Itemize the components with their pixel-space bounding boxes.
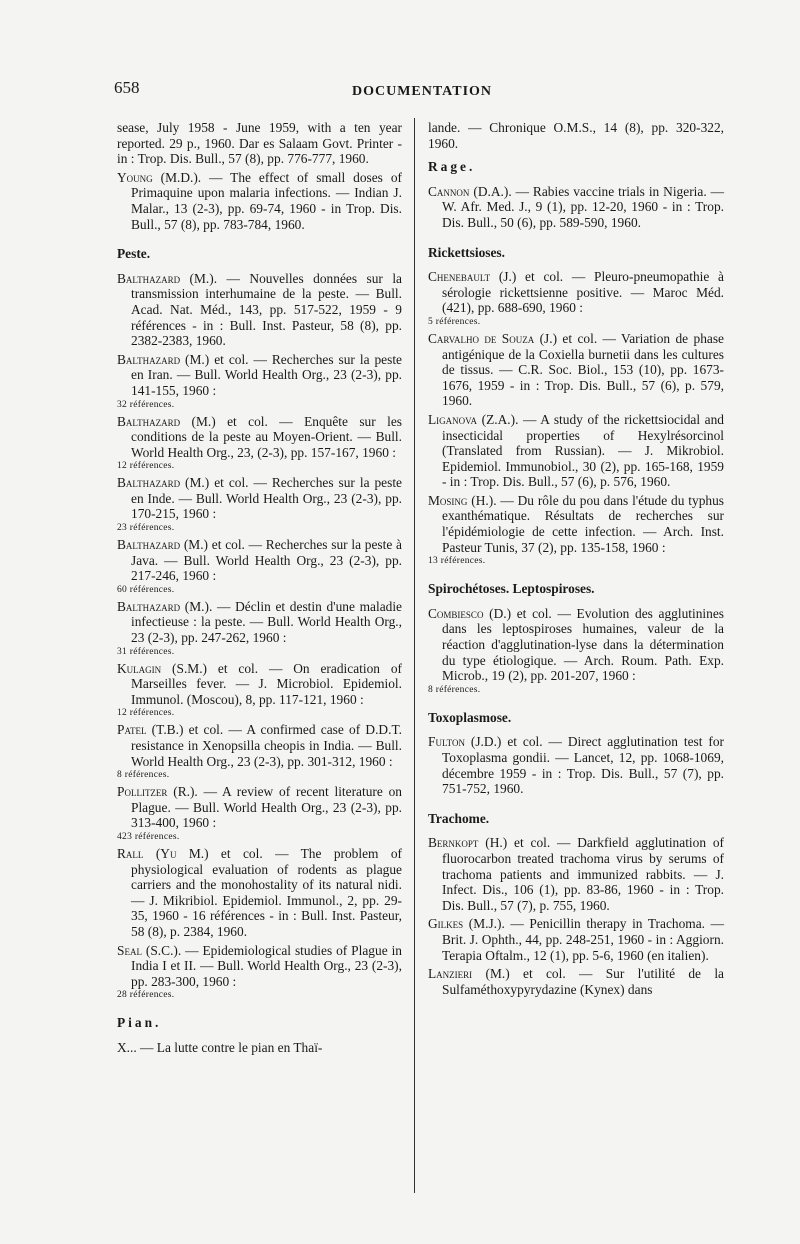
reference-count: 31 références. xyxy=(117,646,175,657)
entry-citation: et col. — Direct agglutination test for Toxoplasma gondii. — Lancet, 12, pp. 1068-1069, décembre 1959 - in : Trop. Dis. Bull., 57 (7), pp. 751-752, 1960. xyxy=(442,734,724,797)
reference-count: 60 références. xyxy=(117,584,175,595)
entry-author: Carvalho de Souza (J.) xyxy=(428,330,558,346)
bibliography-entry xyxy=(117,661,402,720)
section-heading-rickettsioses: Rickettsioses. xyxy=(428,244,505,260)
bibliography-entry xyxy=(428,412,724,490)
bibliography-entry xyxy=(428,184,724,231)
bibliography-entry xyxy=(428,835,724,913)
entry-author: Bernkopt (H.) xyxy=(428,835,508,851)
entry-citation: et col. — On eradication of Marseilles fever. — J. Microbiol. Epidemiol. Immunol. (Moscou), 8, pp. 117-121, 1960 : xyxy=(131,660,402,707)
reference-count: 12 références. xyxy=(117,461,175,472)
bibliography-entry xyxy=(117,599,402,658)
bibliography-entry xyxy=(428,916,724,963)
entry-citation: et col. — A confirmed case of D.D.T. resistance in Xenopsilla cheopis in India. — Bull. World Health Org., 23 (2-3), pp. 301-312, 1960 : xyxy=(131,722,402,769)
entry-citation: — Du rôle du pou dans l'étude du typhus exanthématique. Résultats de recherches sur l'épidémiologie de cette infection. — Arch. Inst. Pasteur Tunis, 37 (2), pp. 135-158, 1960 : xyxy=(442,492,724,555)
reference-count: 8 références. xyxy=(117,770,170,781)
reference-count: 13 références. xyxy=(428,556,486,567)
running-title: DOCUMENTATION xyxy=(352,84,493,99)
entry-author: Combiesco (D.) xyxy=(428,605,512,621)
bibliography-entry xyxy=(428,734,724,796)
bibliography-entry xyxy=(117,722,402,781)
entry-author: Patel (T.B.) xyxy=(117,722,184,738)
bibliography-entry xyxy=(117,271,402,349)
bibliography-entry xyxy=(117,943,402,1002)
entry-citation: et col. — Sur l'utilité de la Sulfaméthoxypyrydazine (Kynex) dans xyxy=(442,966,724,997)
entry-citation: et col. — Recherches sur la peste à Java. — Bull. World Health Org., 23 (2-3), pp. 217-246, 1960 : xyxy=(131,537,402,584)
entry-citation: et col. — Evolution des agglutinines dans les leptospiroses humaines, valeur de la réaction d'agglutination-lyse dans la détermination du type étiologique. — Arch. Roum. Path. Exp. Microb., 19 (2), pp. 201-207, 1960 : xyxy=(442,605,724,684)
bibliography-entry xyxy=(117,537,402,596)
entry-citation: — Rabies vaccine trials in Nigeria. — W. Afr. Med. J., 9 (1), pp. 12-20, 1960 - in : Trop. Dis. Bull., 50 (6), pp. 589-590, 1960. xyxy=(442,183,724,230)
entry-author: Balthazard (M.) xyxy=(117,413,216,429)
reference-count: 5 références. xyxy=(428,316,481,327)
left-column xyxy=(117,120,402,1056)
section-heading-peste: Peste. xyxy=(117,246,151,262)
section-heading-spirochetoses: Spirochétoses. Leptospiroses. xyxy=(428,581,595,597)
entry-author: Young (M.D.). xyxy=(117,169,202,185)
reference-count: 12 références. xyxy=(117,708,175,719)
entry-citation: — Penicillin therapy in Trachoma. — Brit. J. Ophth., 44, pp. 248-251, 1960 - in : Aggiorn. Terapia Oftalm., 12 (1), pp. 5-6, 1960 (en italien). xyxy=(442,916,724,963)
bibliography-entry xyxy=(428,331,724,409)
bibliography-entry xyxy=(117,170,402,232)
entry-author: Lanzieri (M.) xyxy=(428,966,510,982)
bibliography-entry xyxy=(117,475,402,534)
section-heading-toxoplasmose: Toxoplasmose. xyxy=(428,709,512,725)
entry-citation: et col. — Recherches sur la peste en Iran. — Bull. World Health Org., 23 (2-3), pp. 141-155, 1960 : xyxy=(131,351,402,398)
entry-author: Kulagin (S.M.) xyxy=(117,660,208,676)
entry-author: Mosing (H.). xyxy=(428,492,497,508)
entry-continued: sease, July 1958 - June 1959, with a ten year reported. 29 p., 1960. Dar es Salaam Govt. Printer - in : Trop. Dis. Bull., 57 (8), pp. 776-777, 1960. xyxy=(117,120,402,167)
right-column xyxy=(428,120,724,997)
column-divider xyxy=(414,118,415,1193)
entry-author: Cannon (D.A.). xyxy=(428,183,512,199)
reference-count: 23 références. xyxy=(117,523,175,534)
page-number: 658 xyxy=(114,78,140,97)
bibliography-entry xyxy=(428,269,724,328)
entry-author: Pollitzer (R.). xyxy=(117,784,198,800)
entry-author: Seal (S.C.). xyxy=(117,942,182,958)
bibliography-entry xyxy=(117,414,402,473)
bibliography-entry xyxy=(117,784,402,843)
section-heading-pian: Pian. xyxy=(117,1015,162,1031)
entry-continued: lande. — Chronique O.M.S., 14 (8), pp. 320-322, 1960. xyxy=(428,120,724,151)
bibliography-entry xyxy=(117,846,402,940)
entry-author: Balthazard (M.). xyxy=(117,270,218,286)
entry-author: Balthazard (M.) xyxy=(117,475,210,491)
entry-citation: — A review of recent literature on Plague. — Bull. World Health Org., 23 (2-3), pp. 313-400, 1960 : xyxy=(131,784,403,831)
reference-count: 8 références. xyxy=(428,684,481,695)
entry-author: Fulton (J.D.) xyxy=(428,734,502,750)
entry-citation: — The effect of small doses of Primaquine upon malaria infections. — Indian J. Malar., 13 (2-3), pp. 69-74, 1960 - in Trop. Dis. Bull., 57 (8), pp. 783-784, 1960. xyxy=(131,169,402,232)
entry-citation: et col. — Darkfield agglutination of fluorocarbon treated trachoma virus by serums of trachoma patients and immunized rabbits. — J. Infect. Dis., 106 (1), pp. 83-86, 1960 - in : Trop. Dis. Bull., 57 (7), p. 755, 1960. xyxy=(442,835,724,913)
entry-citation: et col. — Recherches sur la peste en Inde. — Bull. World Health Org., 23 (2-3), pp. 170-215, 1960 : xyxy=(131,475,402,522)
entry-author: Balthazard (M.) xyxy=(117,537,209,553)
entry-citation: et col. — Variation de phase antigénique de la Coxiella burnetii dans les cultures de tissus. — C.R. Soc. Biol., 153 (10), pp. 1673-1676, 1959 - in : Trop. Dis. Bull., 57 (6), p. 579, 1960. xyxy=(442,330,724,409)
entry-citation: — Déclin et destin d'une maladie infectieuse : la peste. — Bull. World Health Org., 23 (2-3), pp. 247-262, 1960 : xyxy=(131,598,402,646)
bibliography-entry xyxy=(428,493,724,567)
section-heading-trachome: Trachome. xyxy=(428,810,490,826)
entry-citation: — Epidemiological studies of Plague in India I et II. — Bull. World Health Org., 23 (2-3), pp. 283-300, 1960 : xyxy=(131,942,402,989)
entry-citation: et col. — The problem of physiological evaluation of rodents as plague carriers and the monohostality of its natural nidi. — J. Mikribiol. Epidemiol. Immunol., 2, pp. 29-35, 1960 - 16 références - in : Bull. Inst. Pasteur, 58 (8), p. 2384, 1960. xyxy=(131,845,402,939)
entry-author: Balthazard (M.) xyxy=(117,351,210,367)
bibliography-entry xyxy=(428,606,724,696)
entry-author: Balthazard (M.). xyxy=(117,598,213,614)
bibliography-entry xyxy=(428,966,724,997)
entry-author: Gilkes (M.J.). xyxy=(428,916,505,932)
entry-citation: et col. — Pleuro-pneumopathie à sérologie rickettsienne positive. — Maroc Méd. (421), pp. 688-690, 1960 : xyxy=(442,269,724,316)
entry-author: Rall (Yu M.) xyxy=(117,845,209,861)
bibliography-entry: X... — La lutte contre le pian en Thaï- xyxy=(117,1039,323,1055)
section-heading-rage: Rage. xyxy=(428,159,476,175)
entry-author: Chenebault (J.) xyxy=(428,269,517,285)
entry-citation: et col. — Enquête sur les conditions de la peste au Moyen-Orient. — Bull. World Health Org., 23, (2-3), pp. 157-167, 1960 : xyxy=(131,413,402,460)
entry-citation: — A study of the rickettsiocidal and insecticidal properties of Hexylrésorcinol (Translated from Russian). — J. Mikrobiol. Epidemiol. Immunobiol., 30 (2), pp. 165-168, 1959 - in : Trop. Dis. Bull., 57 (6), p. 576, 1960. xyxy=(442,411,724,490)
reference-count: 32 références. xyxy=(117,399,175,410)
reference-count: 28 références. xyxy=(117,990,175,1001)
entry-citation: — Nouvelles données sur la transmission interhumaine de la peste. — Bull. Acad. Nat. Méd., 143, pp. 517-522, 1959 - 9 références - in : Bull. Inst. Pasteur, 58 (8), pp. 2382-2383, 1960. xyxy=(131,270,402,349)
reference-count: 423 références. xyxy=(117,831,180,842)
bibliography-entry xyxy=(117,352,402,411)
entry-author: Liganova (Z.A.). xyxy=(428,411,519,427)
